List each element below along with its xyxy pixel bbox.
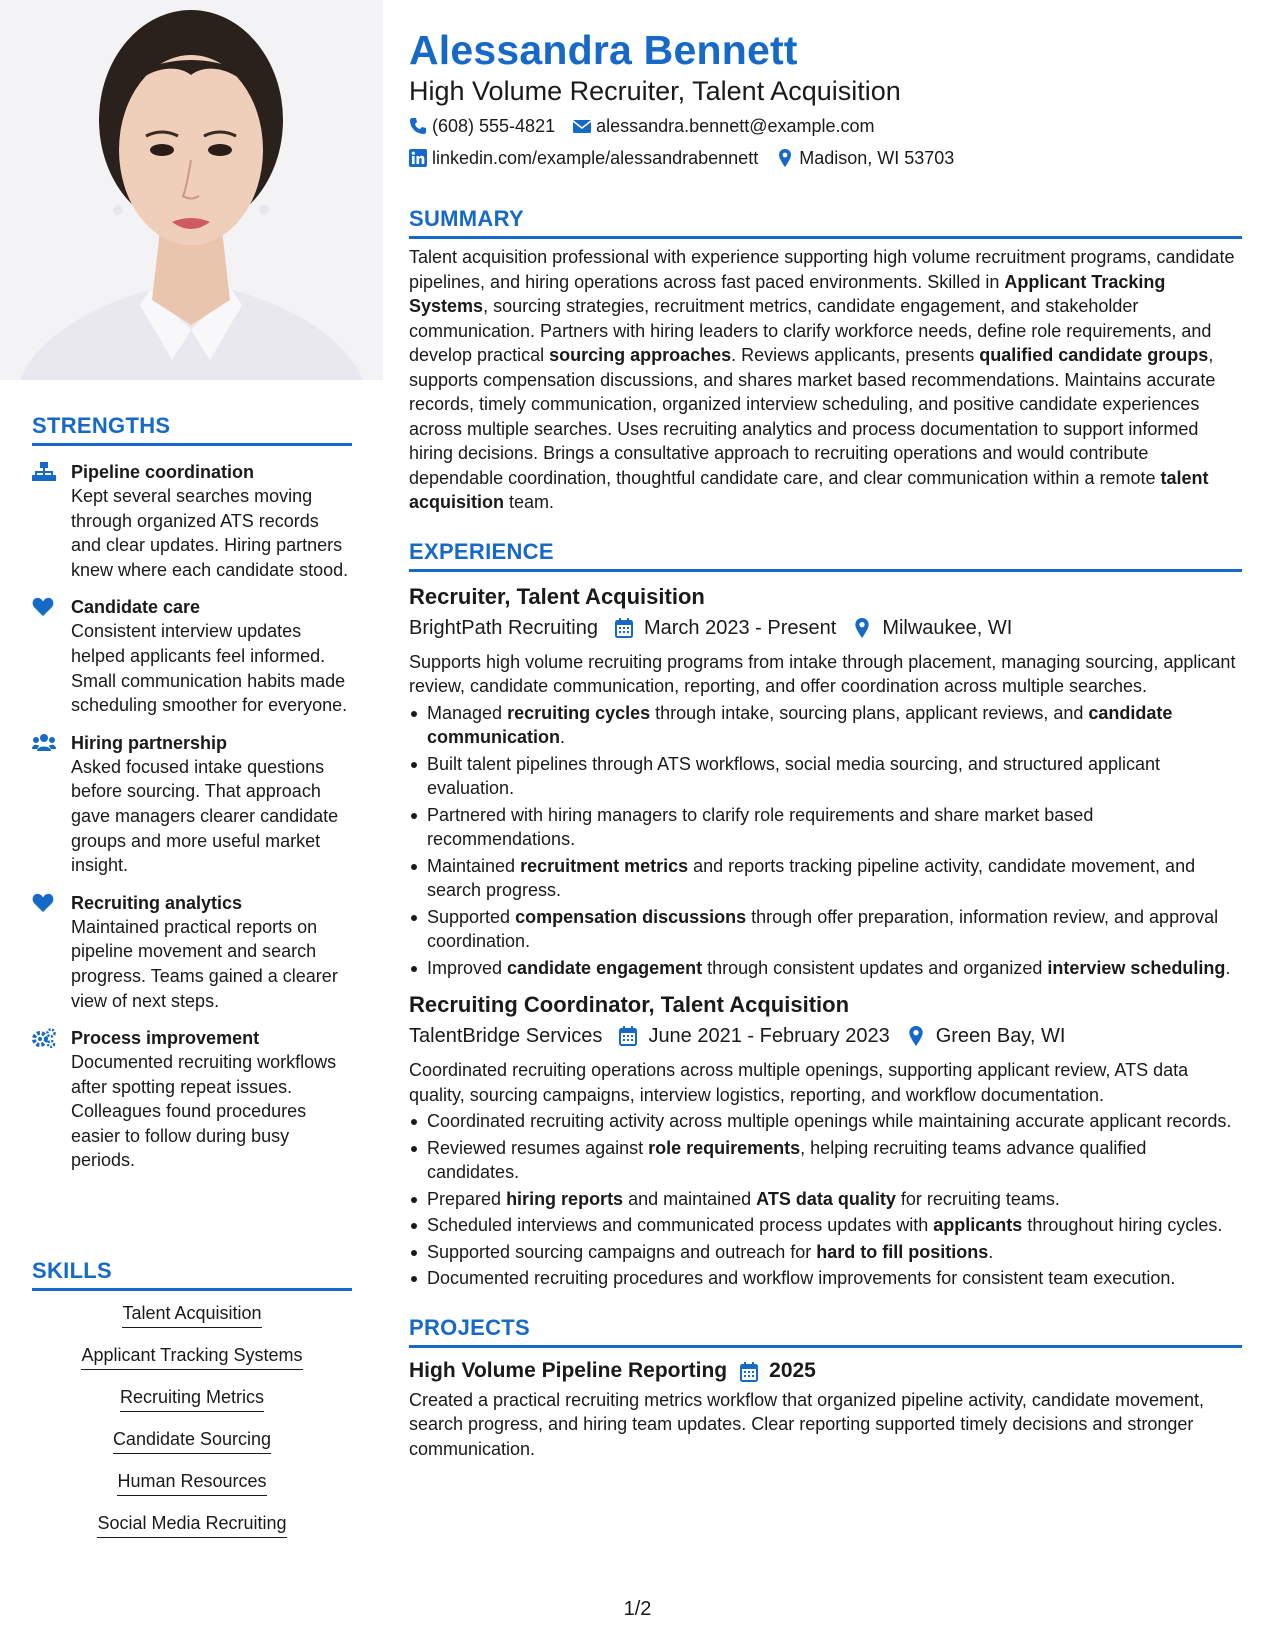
bullet-item (409, 1187, 1242, 1212)
bullet-item (409, 1136, 1242, 1185)
skill-item (32, 1385, 352, 1412)
project-header (409, 1356, 1242, 1386)
text-segment: Maintained (427, 855, 521, 876)
text-segment: . (1225, 957, 1231, 978)
skill-item (32, 1301, 352, 1328)
job-location-text: Milwaukee, WI (882, 616, 1013, 639)
strength-item (32, 595, 352, 717)
strength-title: Pipeline coordination (71, 462, 255, 482)
strength-item (32, 891, 352, 1013)
skill-label: Recruiting Metrics (120, 1385, 264, 1412)
projects-section (409, 1315, 1242, 1462)
text-segment: Supported sourcing campaigns and outreach for (427, 1241, 817, 1262)
location-contact (776, 146, 954, 170)
users-icon (32, 733, 56, 753)
job-bullets (409, 701, 1242, 981)
job-dates-text: March 2023 - Present (643, 616, 837, 639)
text-segment: . (988, 1241, 994, 1262)
strength-description: Maintained practical reports on pipeline movement and search progress. Teams gained a clearer view of next steps. (71, 916, 338, 1011)
emphasis-text: recruitment metrics (520, 855, 689, 876)
text-segment: Managed (427, 702, 508, 723)
strength-title: Candidate care (71, 597, 201, 618)
text-segment: Prepared (427, 1188, 507, 1209)
text-segment: and reports tracking pipeline activity, candidate movement, and search progress. (427, 855, 1196, 900)
linkedin-contact[interactable] (409, 146, 758, 170)
candidate-role: High Volume Recruiter, Talent Acquisition (409, 76, 901, 106)
skills-heading: SKILLS (32, 1258, 352, 1291)
job-description: Supports high volume recruiting programs from intake through placement, managing sourcing, applicant review, candidate communication, reporting, and offer coordination across multiple searches. (409, 651, 1236, 696)
emphasis-text: hard to fill positions (816, 1241, 989, 1262)
profile-photo (0, 0, 383, 380)
bullet-item (409, 1213, 1242, 1238)
emphasis-text: qualified candidate groups (979, 345, 1209, 365)
text-segment: through offer preparation, information review, and approval coordination. (427, 906, 1219, 951)
emphasis-text: recruiting cycles (507, 702, 651, 723)
skills-section (32, 1258, 352, 1553)
portrait-image (0, 0, 383, 380)
job-dates-text: June 2021 - February 2023 (648, 1025, 890, 1047)
job-company: BrightPath Recruiting (409, 616, 598, 639)
strengths-section (32, 413, 352, 1173)
text-segment: for recruiting teams. (895, 1188, 1060, 1209)
job-location (852, 614, 1012, 642)
skill-label: Talent Acquisition (122, 1301, 261, 1328)
project-description: Created a practical recruiting metrics workflow that organized pipeline activity, candidate movement, search progress, and hiring team updates. Clear reporting supported timely decisions and stronger communication. (409, 1389, 1205, 1459)
strength-title: Hiring partnership (71, 732, 228, 753)
emphasis-text: ATS data quality (756, 1188, 896, 1209)
heart-icon (32, 893, 56, 913)
text-segment: through intake, sourcing plans, applicant reviews, and (650, 702, 1089, 723)
project-title: High Volume Pipeline Reporting (409, 1358, 728, 1382)
strength-title: Process improvement (71, 1028, 260, 1049)
text-segment: . Reviews applicants, presents (731, 345, 980, 365)
calendar-icon (618, 1026, 638, 1046)
emphasis-text: Applicant Tracking Systems (409, 271, 1166, 316)
phone-contact[interactable] (409, 114, 555, 138)
text-segment: and maintained (623, 1188, 757, 1209)
text-segment: Documented recruiting procedures and workflow improvements for consistent team execution. (427, 1268, 1176, 1288)
sidebar (0, 0, 383, 1650)
skill-label: Candidate Sourcing (113, 1427, 271, 1454)
skill-item (32, 1427, 352, 1454)
job-description: Coordinated recruiting operations across multiple openings, supporting applicant review, ATS data quality, sourcing campaigns, interview logistics, reporting, and workflow documentation. (409, 1060, 1189, 1105)
job-bullets (409, 1109, 1242, 1291)
job-meta (409, 614, 1242, 642)
main-content (409, 26, 1242, 1461)
emphasis-text: candidate communication (427, 702, 1173, 747)
linkedin-icon (409, 149, 427, 167)
linkedin-text: linkedin.com/example/alessandrabennett (432, 148, 759, 168)
skill-item (32, 1343, 352, 1370)
strength-item (32, 731, 352, 878)
calendar-icon (614, 618, 634, 638)
phone-text: (608) 555-4821 (432, 116, 556, 136)
text-segment: Coordinated recruiting activity across multiple openings while maintaining accurate applicant records. (427, 1111, 1232, 1131)
email-text: alessandra.bennett@example.com (596, 116, 875, 136)
text-segment: through consistent updates and organized (702, 957, 1048, 978)
summary-text (409, 245, 1242, 515)
heart-icon (32, 597, 56, 617)
bullet-item (409, 1240, 1242, 1265)
contact-row (409, 114, 1242, 138)
emphasis-text: compensation discussions (515, 906, 747, 927)
skill-list (32, 1301, 352, 1538)
job-title: Recruiter, Talent Acquisition (409, 583, 705, 609)
projects-heading: PROJECTS (409, 1315, 1242, 1348)
email-contact[interactable] (573, 114, 874, 138)
summary-heading: SUMMARY (409, 206, 1242, 239)
text-segment: Supported (427, 906, 516, 927)
text-segment: Talent acquisition professional with experience supporting high volume recruitment programs, candidate pipelines, and hiring operations across fast paced environments. Skilled in (409, 247, 1235, 292)
bullet-item (409, 1266, 1242, 1291)
sitemap-icon (32, 462, 56, 482)
experience-heading: EXPERIENCE (409, 539, 1242, 572)
map-pin-icon (906, 1026, 926, 1046)
strength-item (32, 1026, 352, 1173)
emphasis-text: sourcing approaches (549, 345, 732, 365)
bullet-item (409, 803, 1242, 852)
contact-row (409, 146, 1242, 170)
candidate-name: Alessandra Bennett (409, 27, 798, 73)
job-location (906, 1022, 1066, 1050)
strength-item (32, 460, 352, 582)
page-number: 1/2 (623, 1598, 652, 1620)
bullet-item (409, 752, 1242, 801)
emphasis-text: applicants (933, 1215, 1023, 1235)
text-segment: , supports compensation discussions, and shares market based recommendations. Maintains accurate records, timely communication, organized interview scheduling, and positive candidate experiences across multiple searches. Uses recruiting analytics and process documentation to support informed hiring decisions. Brings a consultative approach to recruiting operations and would contribute dependable coordination, thoughtful candidate care, and clear communication within a remote (409, 345, 1216, 488)
job-entry (409, 582, 1242, 981)
bullet-item (409, 854, 1242, 903)
skill-label: Human Resources (117, 1469, 266, 1496)
skill-item (32, 1511, 352, 1538)
job-location-text: Green Bay, WI (935, 1025, 1066, 1047)
map-pin-icon (852, 618, 872, 638)
text-segment: , helping recruiting teams advance qualified candidates. (427, 1137, 1147, 1182)
emphasis-text: talent acquisition (409, 467, 1209, 512)
location-text: Madison, WI 53703 (799, 148, 955, 168)
text-segment: , sourcing strategies, recruitment metrics, candidate engagement, and stakeholder communication. Partners with hiring leaders to clarify workforce needs, define role requirements, and develop practical (409, 296, 1212, 365)
text-segment: Scheduled interviews and communicated process updates with (427, 1215, 934, 1235)
summary-section (409, 206, 1242, 515)
phone-icon (409, 117, 427, 135)
text-segment: throughout hiring cycles. (1022, 1215, 1223, 1235)
cogs-icon (32, 1028, 56, 1048)
emphasis-text: interview scheduling (1047, 957, 1226, 978)
job-entry (409, 990, 1242, 1291)
bullet-item (409, 1109, 1242, 1134)
text-segment: Built talent pipelines through ATS workflows, social media sourcing, and structured applicant evaluation. (427, 753, 1161, 798)
envelope-icon (573, 117, 591, 135)
skill-item (32, 1469, 352, 1496)
strength-description: Consistent interview updates helped applicants feel informed. Small communication habits made scheduling smoother for everyone. (71, 621, 348, 716)
job-company: TalentBridge Services (409, 1025, 603, 1047)
text-segment: team. (504, 492, 555, 512)
emphasis-text: hiring reports (506, 1188, 624, 1209)
skill-label: Applicant Tracking Systems (81, 1343, 302, 1370)
bullet-item (409, 905, 1242, 954)
calendar-icon (739, 1361, 759, 1381)
skill-label: Social Media Recruiting (97, 1511, 286, 1538)
job-dates (618, 1022, 889, 1050)
emphasis-text: role requirements (648, 1137, 801, 1158)
text-segment: Improved (427, 957, 508, 978)
strength-description: Kept several searches moving through organized ATS records and clear updates. Hiring partners knew where each candidate stood. (71, 486, 349, 580)
project-year: 2025 (769, 1358, 816, 1382)
map-pin-icon (776, 149, 794, 167)
strength-description: Documented recruiting workflows after spotting repeat issues. Colleagues found procedures easier to follow during busy periods. (71, 1052, 337, 1171)
bullet-item (409, 956, 1242, 981)
strengths-heading: STRENGTHS (32, 413, 352, 446)
text-segment: Partnered with hiring managers to clarify role requirements and share market based recommendations. (427, 804, 1094, 849)
emphasis-text: candidate engagement (507, 957, 703, 978)
strength-description: Asked focused intake questions before sourcing. That approach gave managers clearer candidate groups and more useful market insight. (71, 756, 339, 876)
strength-title: Recruiting analytics (71, 892, 243, 913)
job-dates (614, 614, 836, 642)
bullet-item (409, 701, 1242, 750)
text-segment: . (560, 727, 566, 747)
text-segment: Reviewed resumes against (427, 1137, 649, 1158)
job-title: Recruiting Coordinator, Talent Acquisition (409, 992, 850, 1017)
experience-section (409, 539, 1242, 1291)
job-meta (409, 1022, 1242, 1050)
